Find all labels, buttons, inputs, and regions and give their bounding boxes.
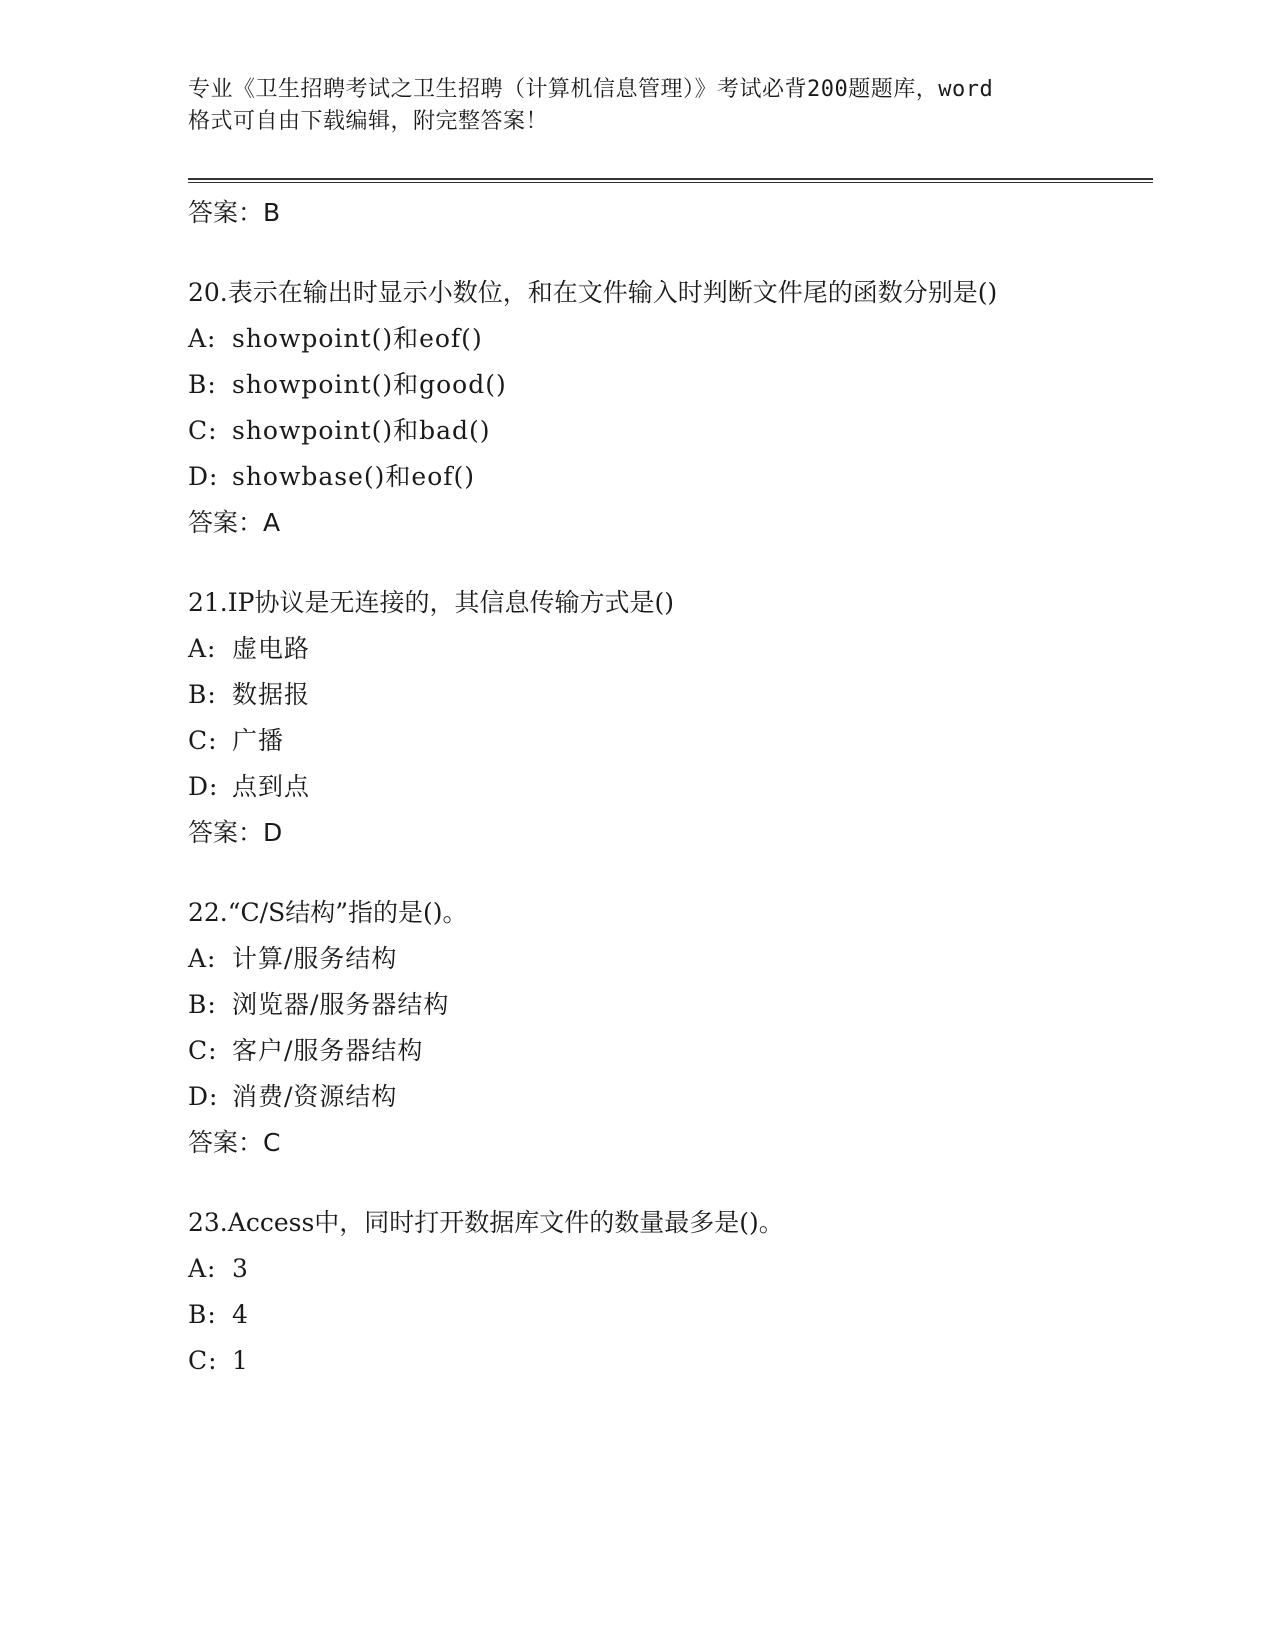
- option-letter: B:: [188, 680, 217, 709]
- answer-line: 答案：D: [188, 818, 283, 847]
- option-row: [188, 936, 1148, 982]
- header-divider-thin: [188, 182, 1153, 183]
- question-block: [188, 580, 1148, 856]
- question-stem: 21.IP协议是无连接的，其信息传输方式是(): [188, 588, 674, 617]
- question-block: [188, 1200, 1148, 1384]
- option-text: 客户/服务器结构: [232, 1036, 424, 1065]
- option-text: showpoint()和good(): [232, 370, 507, 399]
- question-stem: 22.“C/S结构”指的是()。: [188, 898, 468, 927]
- question-stem: 23.Access中，同时打开数据库文件的数量最多是()。: [188, 1208, 784, 1237]
- option-letter: A:: [188, 324, 217, 353]
- option-text: 虚电路: [232, 634, 311, 663]
- option-letter: B:: [188, 370, 217, 399]
- option-letter: C:: [188, 416, 218, 445]
- option-text: 点到点: [232, 772, 311, 801]
- option-text: showbase()和eof(): [232, 462, 476, 491]
- option-row: [188, 764, 1148, 810]
- header-line-1: 专业《卫生招聘考试之卫生招聘（计算机信息管理）》考试必背200题题库，word: [188, 77, 994, 102]
- option-row: [188, 626, 1148, 672]
- option-letter: D:: [188, 1082, 219, 1111]
- option-letter: A:: [188, 1254, 217, 1283]
- option-letter: A:: [188, 944, 217, 973]
- option-row: [188, 408, 1148, 454]
- question-block: [188, 890, 1148, 1166]
- document-header: [188, 74, 1088, 138]
- question-block: [188, 270, 1148, 546]
- option-text: 数据报: [232, 680, 311, 709]
- option-row: [188, 718, 1148, 764]
- option-letter: C:: [188, 1036, 218, 1065]
- option-row: [188, 362, 1148, 408]
- option-letter: A:: [188, 634, 217, 663]
- option-letter: B:: [188, 990, 217, 1019]
- option-row: [188, 316, 1148, 362]
- option-letter: D:: [188, 772, 219, 801]
- question-list: [188, 190, 1148, 1384]
- option-text: 消费/资源结构: [232, 1082, 398, 1111]
- option-letter: C:: [188, 1346, 218, 1375]
- option-row: [188, 1292, 1148, 1338]
- option-row: [188, 454, 1148, 500]
- option-text: 3: [232, 1254, 249, 1283]
- option-row: [188, 982, 1148, 1028]
- option-row: [188, 1028, 1148, 1074]
- option-row: [188, 1246, 1148, 1292]
- answer-line: 答案：A: [188, 508, 281, 537]
- answer-line: 答案：C: [188, 1128, 281, 1157]
- option-row: [188, 1338, 1148, 1384]
- option-text: 4: [232, 1300, 249, 1329]
- option-text: 1: [232, 1346, 249, 1375]
- header-divider: [188, 178, 1153, 180]
- question-stem: 20.表示在输出时显示小数位，和在文件输入时判断文件尾的函数分别是(): [188, 278, 998, 307]
- answer-line: 答案：B: [188, 198, 281, 227]
- option-letter: B:: [188, 1300, 217, 1329]
- option-letter: D:: [188, 462, 219, 491]
- header-line-2: 格式可自由下载编辑，附完整答案！: [188, 109, 549, 134]
- option-text: 广播: [232, 726, 285, 755]
- option-row: [188, 1074, 1148, 1120]
- option-text: 浏览器/服务器结构: [232, 990, 450, 1019]
- option-letter: C:: [188, 726, 218, 755]
- option-text: showpoint()和eof(): [232, 324, 483, 353]
- option-text: showpoint()和bad(): [232, 416, 491, 445]
- option-row: [188, 672, 1148, 718]
- option-text: 计算/服务结构: [232, 944, 398, 973]
